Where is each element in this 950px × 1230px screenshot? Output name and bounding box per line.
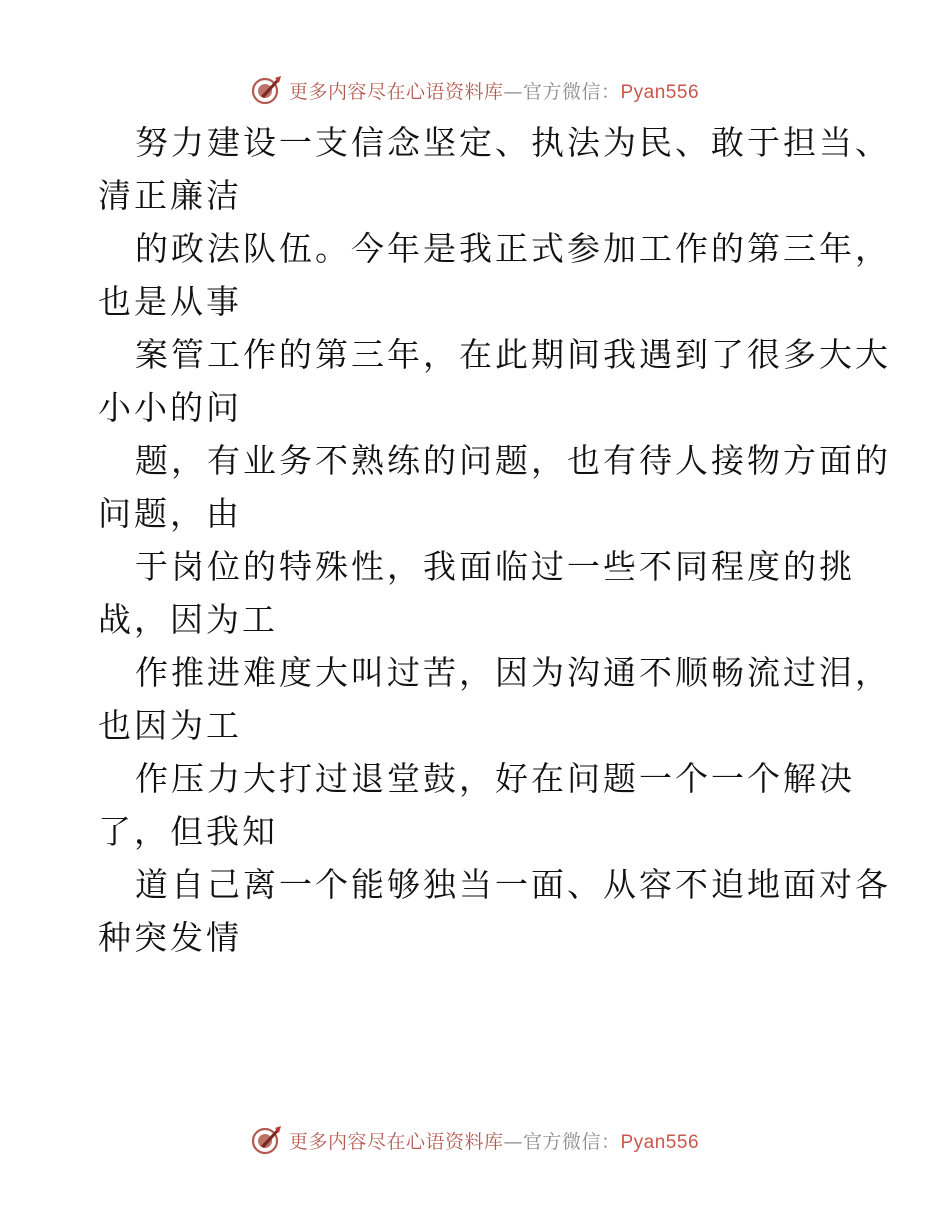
text-line: 题，有业务不熟练的问题，也有待人接物方面的 xyxy=(135,441,891,480)
text-line: 也因为工 xyxy=(98,706,242,745)
footer-official-label: 官方微信： xyxy=(522,1130,621,1153)
document-body xyxy=(98,123,891,971)
quill-pen-circle-icon xyxy=(251,1124,283,1156)
header-wechat-id: Pyan556 xyxy=(620,81,700,103)
text-line: 道自己离一个能够独当一面、从容不迫地面对各 xyxy=(135,865,891,904)
footer-separator: — xyxy=(503,1130,523,1153)
text-line: 作推进难度大叫过苦，因为沟通不顺畅流过泪， xyxy=(135,653,891,692)
text-line: 的政法队伍。今年是我正式参加工作的第三年， xyxy=(135,229,891,268)
text-line: 作压力大打过退堂鼓，好在问题一个一个解决 xyxy=(135,759,855,798)
header-brand-text: 更多内容尽在心语资料库 xyxy=(288,80,504,103)
text-line: 了，但我知 xyxy=(98,812,278,851)
footer-wechat-id: Pyan556 xyxy=(620,1131,700,1153)
header-banner xyxy=(0,70,950,110)
header-separator: — xyxy=(503,80,523,103)
footer-brand-text: 更多内容尽在心语资料库 xyxy=(288,1130,504,1153)
header-official-label: 官方微信： xyxy=(522,80,621,103)
text-line: 种突发情 xyxy=(98,918,242,957)
body-paragraph xyxy=(98,123,891,958)
text-line: 清正廉洁 xyxy=(98,176,242,215)
footer-banner-content xyxy=(251,1124,699,1156)
text-line: 于岗位的特殊性，我面临过一些不同程度的挑 xyxy=(135,547,855,586)
footer-banner xyxy=(0,1120,950,1160)
text-line: 案管工作的第三年，在此期间我遇到了很多大大 xyxy=(135,335,891,374)
text-line: 问题，由 xyxy=(98,494,242,533)
header-banner-content xyxy=(251,74,699,106)
text-line: 小小的问 xyxy=(98,388,242,427)
footer-banner-text xyxy=(289,1127,699,1154)
header-banner-text xyxy=(289,77,699,104)
text-line: 战，因为工 xyxy=(98,600,278,639)
quill-pen-circle-icon xyxy=(251,74,283,106)
text-line: 也是从事 xyxy=(98,282,242,321)
text-line: 努力建设一支信念坚定、执法为民、敢于担当、 xyxy=(135,123,891,162)
